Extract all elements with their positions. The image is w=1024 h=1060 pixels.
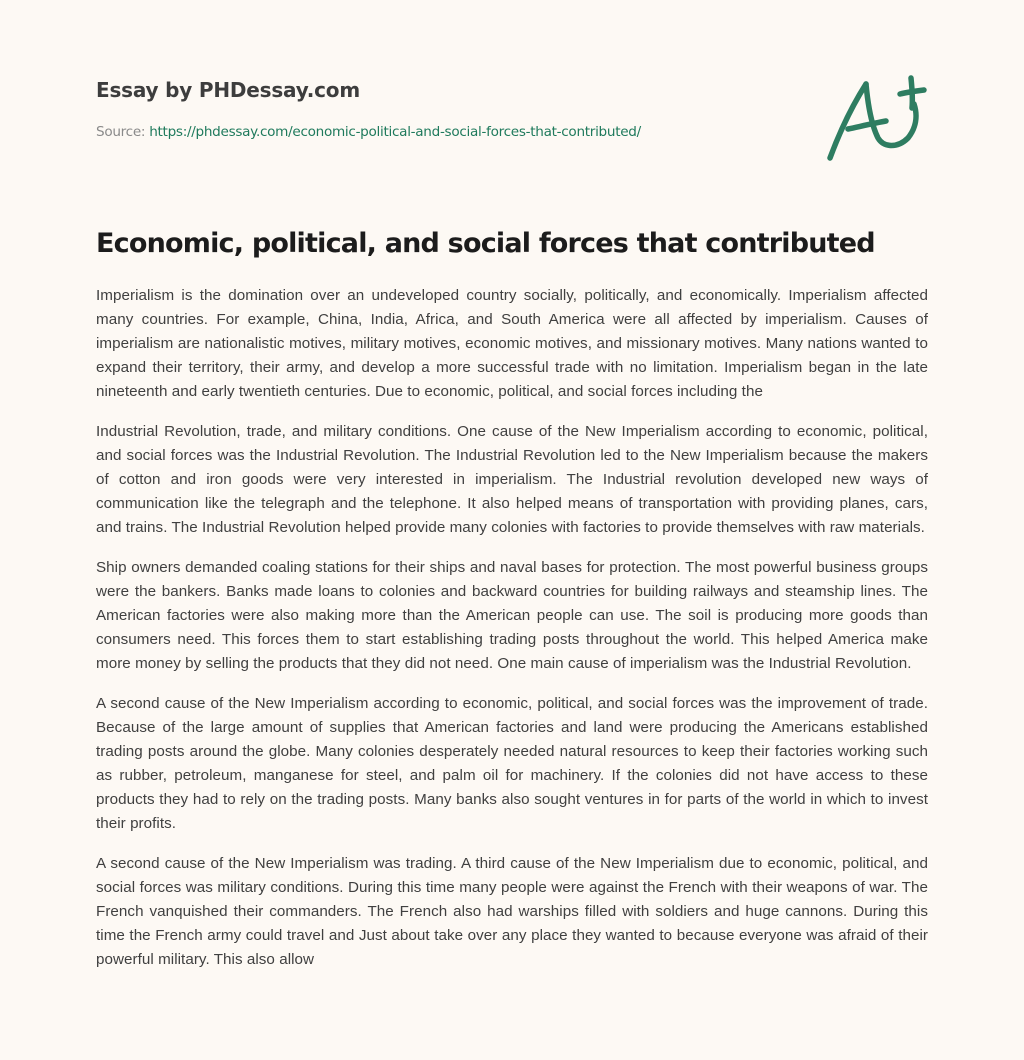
essay-paragraph: Industrial Revolution, trade, and military conditions. One cause of the New Imperialism according to economic, political, and social forces was the Industrial Revolution. The Industrial Revolution led to the New Imperialism because the makers of cotton and iron goods were very interested in imperialism. The Industrial revolution developed new ways of communication like the telegraph and the telephone. It also helped means of transportation with providing planes, cars, and trains. The Industrial Revolution helped provide many colonies with factories to provide themselves with raw materials. — [96, 423, 928, 536]
source-line — [96, 122, 926, 142]
source-link[interactable]: https://phdessay.com/economic-political-and-social-forces-that-contributed/ — [149, 124, 641, 140]
source-label: Source: — [96, 124, 150, 140]
brand-title: Essay by PHDessay.com — [96, 78, 360, 102]
essay-body — [96, 284, 928, 988]
essay-title: Economic, political, and social forces that contributed — [96, 228, 875, 259]
a-plus-grade-icon — [820, 66, 930, 166]
essay-paragraph: Ship owners demanded coaling stations for their ships and naval bases for protection. The most powerful business groups were the bankers. Banks made loans to colonies and backward countries for building railways and steamship lines. The American factories were also making more than the American people can use. The soil is producing more goods than consumers need. This forces them to start establishing trading posts throughout the world. This helped America make more money by selling the products that they did not need. One main cause of imperialism was the Industrial Revolution. — [96, 559, 928, 672]
essay-paragraph: A second cause of the New Imperialism was trading. A third cause of the New Imperialism due to economic, political, and social forces was military conditions. During this time many people were against the French with their weapons of war. The French vanquished their commanders. The French also had warships filled with soldiers and huge cannons. During this time the French army could travel and Just about take over any place they wanted to because everyone was afraid of their powerful military. This also allow — [96, 855, 928, 968]
page-header — [96, 76, 926, 142]
essay-paragraph: A second cause of the New Imperialism according to economic, political, and social forces was the improvement of trade. Because of the large amount of supplies that American factories and land were producing the Americans established trading posts around the globe. Many colonies desperately needed natural resources to keep their factories working such as rubber, petroleum, manganese for steel, and palm oil for machinery. If the colonies did not have access to these products they had to rely on the trading posts. Many banks also sought ventures in for parts of the world in which to invest their profits. — [96, 695, 928, 832]
essay-paragraph: Imperialism is the domination over an undeveloped country socially, politically, and economically. Imperialism affected many countries. For example, China, India, Africa, and South America were all affected by imperialism. Causes of imperialism are nationalistic motives, military motives, economic motives, and missionary motives. Many nations wanted to expand their territory, their army, and develop a more successful trade with no limitation. Imperialism began in the late nineteenth and early twentieth centuries. Due to economic, political, and social forces including the — [96, 287, 928, 400]
